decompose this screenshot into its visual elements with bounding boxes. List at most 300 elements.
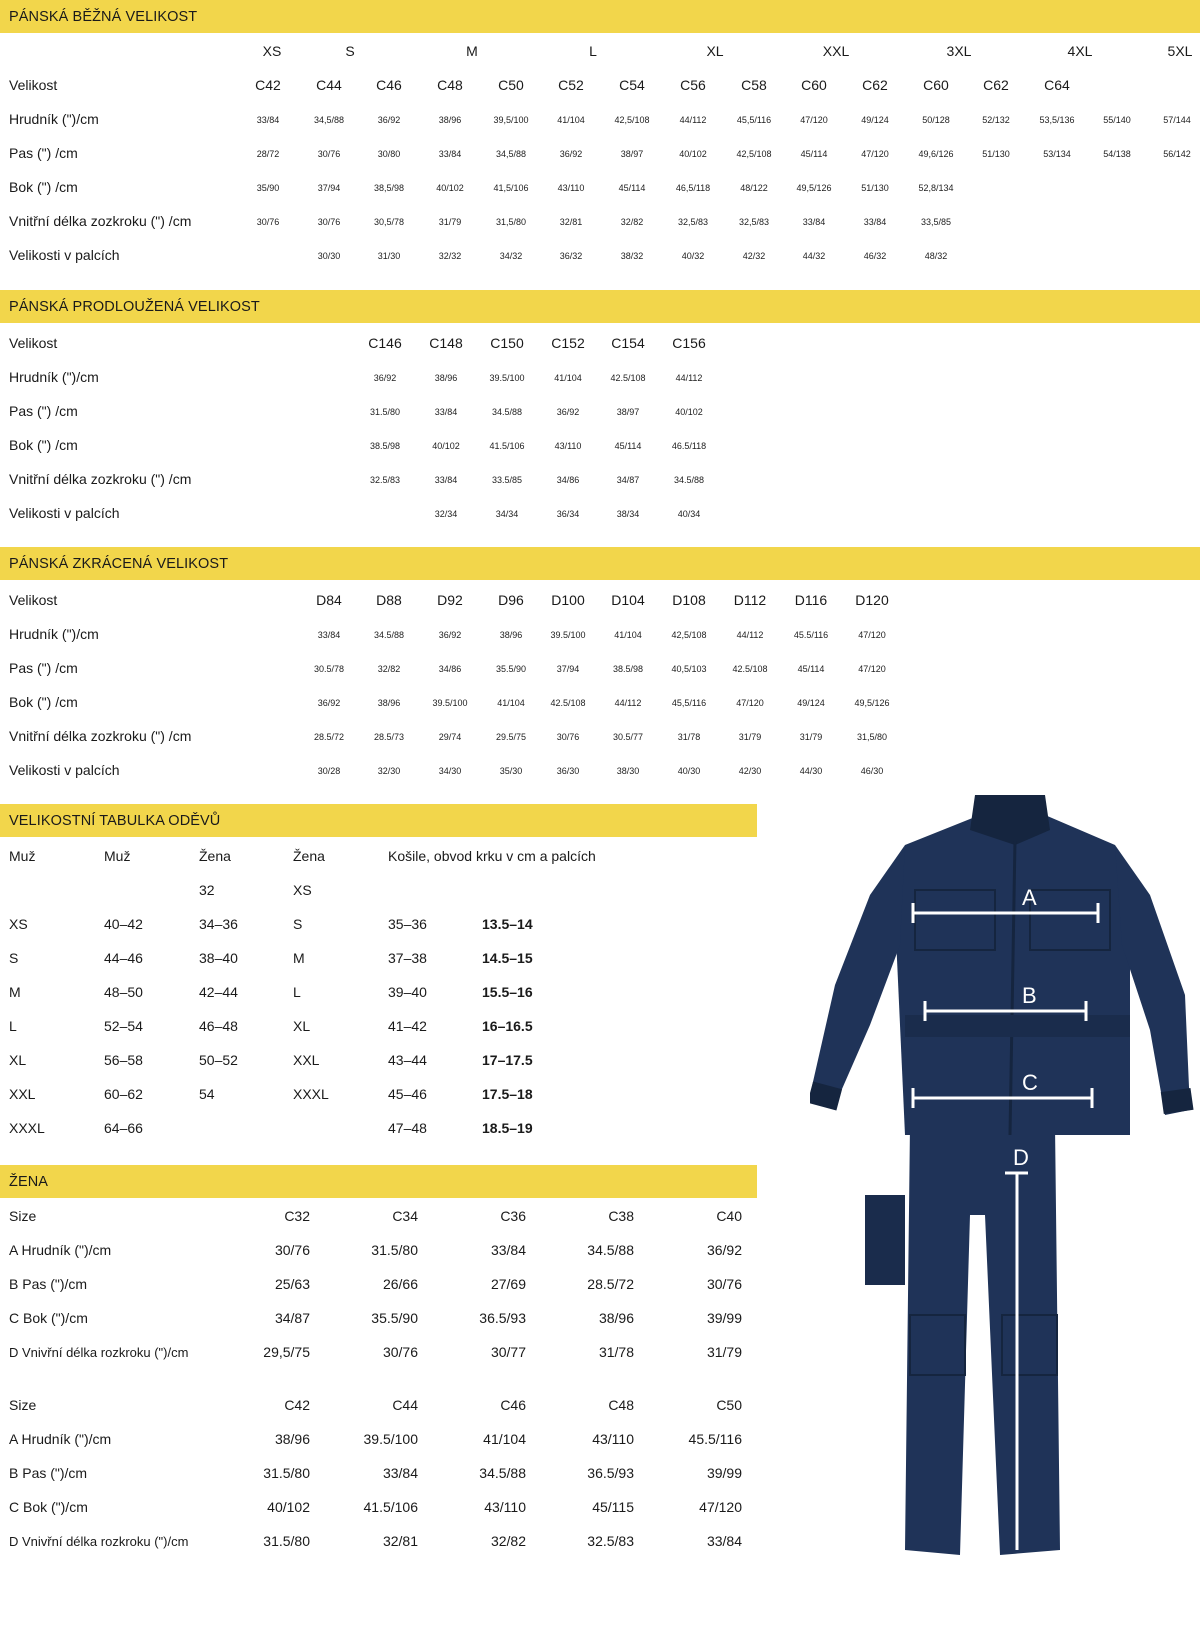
women-cell: C44 [392,1397,418,1413]
table-cell: 29.5/75 [495,732,527,742]
table-cell: 52,8/134 [918,183,954,193]
women-cell: 36.5/93 [479,1310,526,1326]
size-code: C56 [680,77,706,93]
table-cell: 46.5/118 [671,441,707,451]
garment-cell: 46–48 [199,1018,238,1034]
table-cell: 30/76 [317,149,341,159]
table-cell: 45/114 [800,149,828,159]
measure-label-d: D [1013,1145,1029,1170]
table-cell: 43/110 [557,183,585,193]
garment-cell: 34–36 [199,916,238,932]
table-cell: 40/30 [677,766,701,776]
row-label: Velikost [9,592,58,608]
table-cell: 49/124 [797,698,825,708]
garment-cell: 44–46 [104,950,143,966]
table-cell: 36/30 [556,766,580,776]
table-cell: 32/32 [438,251,462,261]
table-cell: 33/84 [802,217,826,227]
table-cell: 47/120 [861,149,889,159]
table-cell: 40/102 [436,183,464,193]
table-cell: 32/34 [434,509,458,519]
table-cell: 38.5/98 [369,441,401,451]
garment-cell: 37–38 [388,950,427,966]
size-code: D104 [611,592,645,608]
letter-size: 4XL [1067,43,1093,59]
garment-cell: 43–44 [388,1052,427,1068]
women-cell: 41/104 [483,1431,526,1447]
garment-header: Žena [293,848,325,864]
size-code: D112 [733,592,767,608]
table-cell: 30/30 [317,251,341,261]
row-label: Bok (") /cm [9,437,78,453]
table-cell: 31/79 [438,217,462,227]
garment-cell: 41–42 [388,1018,427,1034]
table-cell: 40/102 [675,407,703,417]
women-cell: 25/63 [274,1276,310,1292]
table-cell: 53/134 [1043,149,1071,159]
table-cell: 40/102 [679,149,707,159]
table-cell: 34/30 [438,766,462,776]
garment-cell: 15.5–16 [482,984,533,1000]
table-cell: 28/72 [256,149,280,159]
women-cell: C32 [284,1208,310,1224]
women-cell: 43/110 [592,1431,634,1447]
table-cell: 32/81 [559,217,583,227]
garment-cell: 60–62 [104,1086,143,1102]
short-band [0,547,1200,580]
garment-cell: XL [9,1052,27,1068]
women-row-label: Size [9,1397,37,1413]
table-cell: 52/132 [982,115,1010,125]
garment-cell: 35–36 [388,916,427,932]
women-cell: 33/84 [382,1465,418,1481]
table-cell: 44/30 [799,766,823,776]
garment-cell: 64–66 [104,1120,143,1136]
size-code: D120 [855,592,889,608]
table-cell: 37/94 [556,664,580,674]
garment-cell: M [9,984,21,1000]
table-cell: 34/86 [438,664,462,674]
table-cell: 30/76 [256,217,280,227]
size-code: D116 [794,592,828,608]
table-cell: 34.5/88 [673,475,705,485]
size-code: C154 [611,335,645,351]
garment-header: Žena [199,848,231,864]
row-label: Velikosti v palcích [9,762,120,778]
table-cell: 34/34 [495,509,519,519]
table-cell: 42/30 [738,766,762,776]
row-label: Vnitřní délka zozkroku (") /cm [9,728,192,744]
garment-cell: 17.5–18 [482,1086,533,1102]
women-cell: 45.5/116 [688,1431,742,1447]
women-cell: 31/78 [598,1344,634,1360]
garment-cell: 13.5–14 [482,916,533,932]
garment-title: VELIKOSTNÍ TABULKA ODĚVŮ [9,813,221,829]
garment-cell: 50–52 [199,1052,238,1068]
measure-label-a: A [1022,885,1037,910]
table-cell: 36/92 [317,698,341,708]
table-cell: 31,5/80 [856,732,888,742]
table-cell: 38,5/98 [373,183,405,193]
letter-size: XS [262,43,282,59]
women-cell: 31/79 [706,1344,742,1360]
women-cell: 41.5/106 [363,1499,418,1515]
garment-cell: XXL [9,1086,36,1102]
garment-header: Muž [9,848,36,864]
women-cell: C48 [608,1397,634,1413]
table-cell: 31.5/80 [369,407,401,417]
size-code: C50 [498,77,524,93]
table-cell: 36/92 [377,115,401,125]
table-cell: 45/114 [797,664,825,674]
table-cell: 32/82 [620,217,644,227]
women-cell: C46 [500,1397,526,1413]
table-cell: 32,5/83 [677,217,709,227]
table-cell: 38/97 [616,407,640,417]
size-code: D100 [551,592,585,608]
table-cell: 38/32 [620,251,644,261]
coverall-left-sleeve [810,845,905,1105]
size-code: C58 [741,77,767,93]
letter-size: XXL [822,43,850,59]
women-band [0,1165,757,1198]
garment-cell: 39–40 [388,984,427,1000]
table-cell: 30/76 [317,217,341,227]
women-cell: 31.5/80 [263,1465,310,1481]
women-cell: 30/76 [382,1344,418,1360]
table-cell: 33/84 [256,115,280,125]
women-cell: 38/96 [274,1431,310,1447]
row-label: Hrudník (")/cm [9,626,99,642]
table-cell: 33.5/85 [491,475,523,485]
table-cell: 49,5/126 [854,698,890,708]
table-cell: 42.5/108 [550,698,586,708]
table-cell: 36/92 [438,630,462,640]
table-cell: 35.5/90 [495,664,527,674]
women-cell: 47/120 [699,1499,742,1515]
table-cell: 44/112 [736,630,764,640]
women-cell: 39/99 [706,1465,742,1481]
table-cell: 42,5/108 [671,630,707,640]
table-cell: 47/120 [736,698,764,708]
coverall-belt [905,1015,1130,1037]
size-code: C42 [255,77,281,93]
table-cell: 28.5/73 [373,732,405,742]
garment-cell: XS [9,916,28,932]
women-cell: 36.5/93 [587,1465,634,1481]
table-cell: 45/114 [618,183,646,193]
size-code: D96 [498,592,524,608]
women-row-label: A Hrudník (")/cm [9,1242,112,1258]
women-cell: 29,5/75 [263,1344,310,1360]
table-cell: 36/92 [556,407,580,417]
short-title: PÁNSKÁ ZKRÁCENÁ VELIKOST [9,556,229,572]
table-cell: 30,5/78 [373,217,405,227]
row-label: Hrudník (")/cm [9,111,99,127]
garment-cell: M [293,950,305,966]
women-cell: 33/84 [706,1533,742,1549]
table-cell: 34,5/88 [313,115,345,125]
garment-cell: 45–46 [388,1086,427,1102]
table-cell: 46/32 [863,251,887,261]
coverall-legs [905,1125,1060,1555]
size-code: C156 [672,335,706,351]
table-cell: 28.5/72 [313,732,345,742]
table-cell: 33/84 [317,630,341,640]
table-cell: 49/124 [861,115,889,125]
women-cell: 33/84 [490,1242,526,1258]
table-cell: 48/122 [740,183,768,193]
table-cell: 46/30 [860,766,884,776]
women-title: ŽENA [9,1174,49,1190]
women-cell: 32/82 [490,1533,526,1549]
size-code: D84 [316,592,342,608]
table-cell: 39,5/100 [493,115,529,125]
garment-cell: L [9,1018,17,1034]
size-code: C48 [437,77,463,93]
women-cell: C34 [392,1208,418,1224]
table-cell: 49,6/126 [918,149,954,159]
table-cell: 41/104 [497,698,525,708]
table-cell: 47/120 [858,630,886,640]
table-cell: 38/34 [616,509,640,519]
table-cell: 39.5/100 [489,373,525,383]
row-label: Pas (") /cm [9,145,78,161]
garment-cell: 48–50 [104,984,143,1000]
table-cell: 47/120 [800,115,828,125]
row-label: Vnitřní délka zozkroku (") /cm [9,471,192,487]
garment-header: Košile, obvod krku v cm a palcích [388,848,596,864]
garment-cell: 17–17.5 [482,1052,533,1068]
table-cell: 31/30 [377,251,401,261]
letter-size: L [589,43,597,59]
women-cell: 30/77 [490,1344,526,1360]
table-cell: 38/96 [377,698,401,708]
table-cell: 51/130 [982,149,1010,159]
garment-cell: 54 [199,1086,215,1102]
coverall-leg-pocket [865,1195,905,1285]
size-code: C62 [862,77,888,93]
measure-label-b: B [1022,983,1037,1008]
table-cell: 36/92 [373,373,397,383]
women-cell: C42 [284,1397,310,1413]
size-code: D108 [672,592,706,608]
women-cell: C50 [716,1397,742,1413]
row-label: Bok (") /cm [9,694,78,710]
garment-band [0,804,757,837]
table-cell: 38/96 [438,115,462,125]
row-label: Velikost [9,335,58,351]
women-cell: 43/110 [484,1499,526,1515]
table-cell: 45,5/116 [736,115,772,125]
row-label: Velikosti v palcích [9,505,120,521]
table-cell: 40/32 [681,251,705,261]
table-cell: 44/112 [675,373,703,383]
letter-size: M [466,43,478,59]
women-cell: 32.5/83 [587,1533,634,1549]
table-cell: 41/104 [557,115,585,125]
garment-cell: XS [293,882,312,898]
garment-cell: 52–54 [104,1018,143,1034]
table-cell: 33/84 [434,475,458,485]
table-cell: 49,5/126 [796,183,832,193]
table-cell: 42,5/108 [614,115,650,125]
garment-cell: XXXL [293,1086,329,1102]
garment-cell: XL [293,1018,311,1034]
size-code: C152 [551,335,585,351]
women-cell: 26/66 [382,1276,418,1292]
women-row-label: A Hrudník (")/cm [9,1431,112,1447]
table-cell: 42,5/108 [736,149,772,159]
table-cell: 30.5/78 [313,664,345,674]
garment-cell: 14.5–15 [482,950,533,966]
table-cell: 41/104 [614,630,642,640]
garment-cell: 42–44 [199,984,238,1000]
women-cell: C38 [608,1208,634,1224]
women-row-label: D Vnivřní délka rozkroku (")/cm [9,1345,189,1360]
table-cell: 34.5/88 [491,407,523,417]
table-cell: 44/32 [802,251,826,261]
garment-cell: S [293,916,303,932]
table-cell: 35/90 [256,183,280,193]
table-cell: 31/79 [738,732,762,742]
table-cell: 33/84 [434,407,458,417]
letter-size: S [345,43,355,59]
women-cell: 34/87 [274,1310,310,1326]
table-cell: 41,5/106 [493,183,529,193]
garment-cell: 32 [199,882,215,898]
women-row-label: C Bok (")/cm [9,1499,88,1515]
table-cell: 40/102 [432,441,460,451]
women-cell: 27/69 [490,1276,526,1292]
women-cell: 39/99 [706,1310,742,1326]
size-code: C146 [368,335,402,351]
table-cell: 44/112 [679,115,707,125]
table-cell: 39.5/100 [550,630,586,640]
table-cell: 57/144 [1163,115,1191,125]
table-cell: 30/76 [556,732,580,742]
size-code: C60 [801,77,827,93]
letter-size: XL [706,43,724,59]
women-cell: 35.5/90 [371,1310,418,1326]
table-cell: 40/34 [677,509,701,519]
garment-cell: 38–40 [199,950,238,966]
table-cell: 34/87 [616,475,640,485]
table-cell: 36/92 [559,149,583,159]
table-cell: 41.5/106 [489,441,525,451]
women-cell: 32/81 [382,1533,418,1549]
table-cell: 45,5/116 [671,698,707,708]
table-cell: 37/94 [317,183,341,193]
table-cell: 33,5/85 [920,217,952,227]
coverall-illustration [810,795,1200,1570]
table-cell: 51/130 [861,183,889,193]
table-cell: 34/32 [499,251,523,261]
row-label: Bok (") /cm [9,179,78,195]
size-code: C46 [376,77,402,93]
row-label: Vnitřní délka zozkroku (") /cm [9,213,192,229]
women-cell: 39.5/100 [363,1431,418,1447]
table-cell: 30/80 [377,149,401,159]
table-cell: 36/32 [559,251,583,261]
table-cell: 47/120 [858,664,886,674]
long-title: PÁNSKÁ PRODLOUŽENÁ VELIKOST [9,299,260,315]
women-cell: 34.5/88 [479,1465,526,1481]
table-cell: 30/28 [317,766,341,776]
table-cell: 39.5/100 [432,698,468,708]
women-cell: 40/102 [267,1499,310,1515]
table-cell: 31/78 [677,732,701,742]
women-cell: 34.5/88 [587,1242,634,1258]
table-cell: 43/110 [554,441,582,451]
table-cell: 29/74 [438,732,462,742]
women-cell: C36 [500,1208,526,1224]
row-label: Pas (") /cm [9,403,78,419]
garment-cell: XXL [293,1052,320,1068]
table-cell: 38/30 [616,766,640,776]
row-label: Velikost [9,77,58,93]
table-cell: 44/112 [614,698,642,708]
size-code: C52 [558,77,584,93]
table-cell: 55/140 [1103,115,1131,125]
measure-label-c: C [1022,1070,1038,1095]
garment-cell: L [293,984,301,1000]
table-cell: 34/86 [556,475,580,485]
table-cell: 34.5/88 [373,630,405,640]
size-code: C54 [619,77,645,93]
size-code: C64 [1044,77,1070,93]
garment-header: Muž [104,848,131,864]
table-cell: 41/104 [554,373,582,383]
women-cell: C40 [716,1208,742,1224]
table-cell: 38.5/98 [612,664,644,674]
table-cell: 50/128 [922,115,950,125]
table-cell: 32/82 [377,664,401,674]
garment-cell: 18.5–19 [482,1120,533,1136]
women-cell: 31.5/80 [263,1533,310,1549]
table-cell: 31,5/80 [495,217,527,227]
table-cell: 42/32 [742,251,766,261]
row-label: Pas (") /cm [9,660,78,676]
letter-size: 3XL [946,43,972,59]
garment-cell: 16–16.5 [482,1018,533,1034]
table-cell: 45/114 [614,441,642,451]
women-cell: 28.5/72 [587,1276,634,1292]
garment-cell: XXXL [9,1120,45,1136]
table-cell: 46,5/118 [675,183,711,193]
table-cell: 38/96 [434,373,458,383]
women-cell: 30/76 [274,1242,310,1258]
size-code: C44 [316,77,342,93]
women-cell: 31.5/80 [371,1242,418,1258]
women-cell: 45/115 [592,1499,634,1515]
row-label: Velikosti v palcích [9,247,120,263]
letter-size: 5XL [1167,43,1193,59]
women-cell: 30/76 [706,1276,742,1292]
table-cell: 45.5/116 [793,630,829,640]
women-row-label: C Bok (")/cm [9,1310,88,1326]
table-cell: 33/84 [438,149,462,159]
table-cell: 30.5/77 [612,732,644,742]
size-code: D88 [376,592,402,608]
coverall-right-cuff [1161,1088,1194,1114]
size-code: C148 [429,335,463,351]
long-band [0,290,1200,323]
table-cell: 34,5/88 [495,149,527,159]
table-cell: 33/84 [863,217,887,227]
table-cell: 32.5/83 [369,475,401,485]
table-cell: 48/32 [924,251,948,261]
